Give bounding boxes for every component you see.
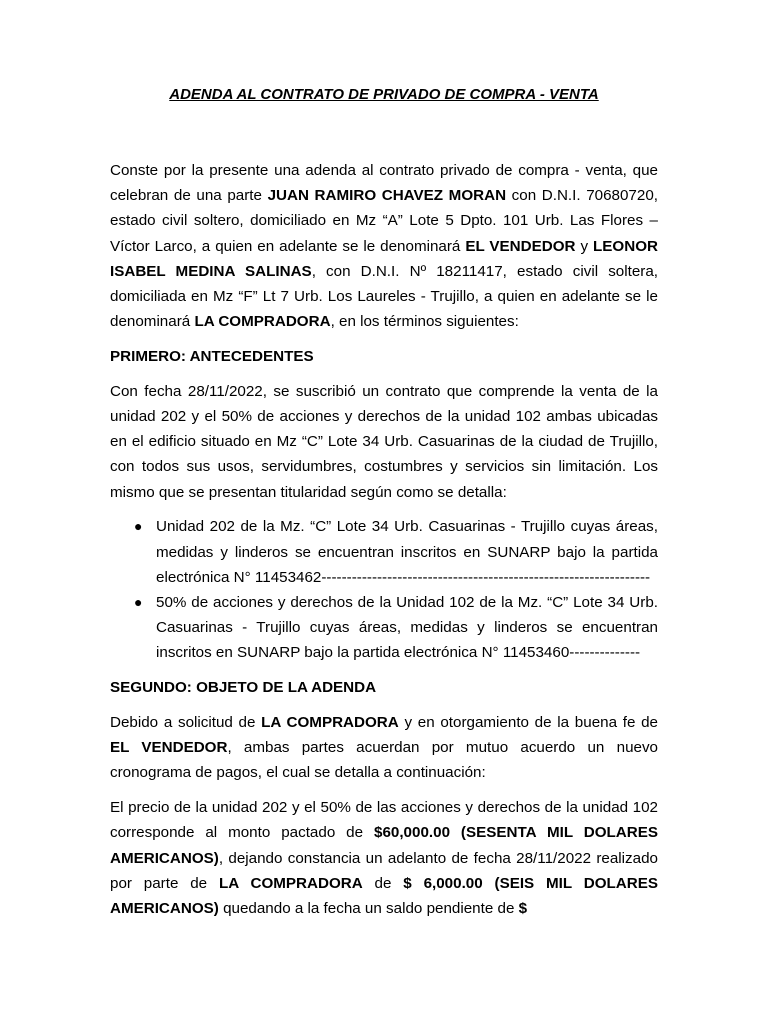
objeto-p2-text-4: quedando a la fecha un saldo pendiente de [218, 900, 519, 918]
objeto-p1-text-1: Debido a solicitud de [110, 714, 262, 732]
section-heading-antecedentes: PRIMERO: ANTECEDENTES [110, 348, 314, 366]
document-title: ADENDA AL CONTRATO DE PRIVADO DE COMPRA - VENTA [169, 86, 599, 103]
list-item [134, 590, 658, 666]
objeto-p2-text-2: , dejando constancia un adelanto de fecha 28/11/2022 realizado por parte de [110, 849, 658, 892]
advance-amount: $ 6,000.00 (SEIS MIL DOLARES AMERICANOS) [110, 874, 658, 918]
buyer-role: LA COMPRADORA [261, 714, 399, 732]
objeto-p1-text-2: y en otorgamiento de la buena fe de [398, 714, 658, 732]
antecedentes-paragraph: Con fecha 28/11/2022, se suscribió un contrato que comprende la venta de la unidad 202 y el 50% de acciones y derechos de la unidad 102 ambas ubicadas en el edificio situado en Mz “C” Lote 34 Urb. Casuarinas de la ciudad de Trujillo, con todos sus usos, servidumbres, costumbres y servicios sin limitación. Los mismo que se presentan titularidad según como se detalla: [110, 382, 658, 501]
intro-text-5: , en los términos siguientes: [330, 313, 519, 331]
intro-text-2: con D.N.I. 70680720, estado civil soltero, domiciliado en Mz “A” Lote 5 Dpto. 101 Urb. Las Flores – Víctor Larco, a quien en adelante se le denominará [110, 187, 658, 255]
seller-role: EL VENDEDOR [110, 739, 228, 757]
objeto-p2-text-1: El precio de la unidad 202 y el 50% de las acciones y derechos de la unidad 102 corresponde al monto pactado de [110, 799, 658, 842]
total-price: $60,000.00 (SESENTA MIL DOLARES AMERICANOS) [110, 824, 658, 867]
property-list [110, 514, 658, 665]
intro-text-4: , con D.N.I. Nº 18211417, estado civil soltera, domiciliada en Mz “F” Lt 7 Urb. Los Laureles - Trujillo, a quien en adelante se le denominará [110, 262, 659, 331]
buyer-name: LEONOR ISABEL MEDINA SALINAS [110, 237, 658, 280]
objeto-p2-text-3: de [362, 874, 404, 892]
list-item [134, 514, 658, 590]
list-item-text: Unidad 202 de la Mz. “C” Lote 34 Urb. Casuarinas - Trujillo cuyas áreas, medidas y linderos se encuentran inscritos en SUNARP bajo la partida electrónica N° 11453462----------------------------------------------------------------- [156, 518, 658, 586]
intro-text-1: Conste por la presente una adenda al contrato privado de compra - venta, que celebran de una parte [110, 162, 658, 205]
intro-text-3: y [575, 237, 594, 255]
bullet-icon: ● [134, 594, 143, 611]
objeto-paragraph-2 [110, 795, 658, 921]
intro-paragraph [110, 158, 658, 334]
buyer-role: LA COMPRADORA [218, 874, 363, 892]
pending-balance: $ [518, 900, 528, 918]
objeto-p1-text-3: , ambas partes acuerdan por mutuo acuerdo un nuevo cronograma de pagos, el cual se detalla a continuación: [110, 739, 658, 782]
seller-role: EL VENDEDOR [465, 237, 576, 255]
objeto-paragraph-1 [110, 710, 658, 786]
document-body [110, 158, 658, 931]
list-item-text: 50% de acciones y derechos de la Unidad 102 de la Mz. “C” Lote 34 Urb. Casuarinas - Trujillo cuyas áreas, medidas y linderos se encuentran inscritos en SUNARP bajo la partida electrónica N° 11453460-------------- [156, 594, 658, 662]
buyer-role: LA COMPRADORA [194, 313, 331, 331]
bullet-icon: ● [134, 518, 143, 535]
seller-name: JUAN RAMIRO CHAVEZ MORAN [267, 187, 507, 205]
section-heading-objeto: SEGUNDO: OBJETO DE LA ADENDA [110, 679, 377, 697]
